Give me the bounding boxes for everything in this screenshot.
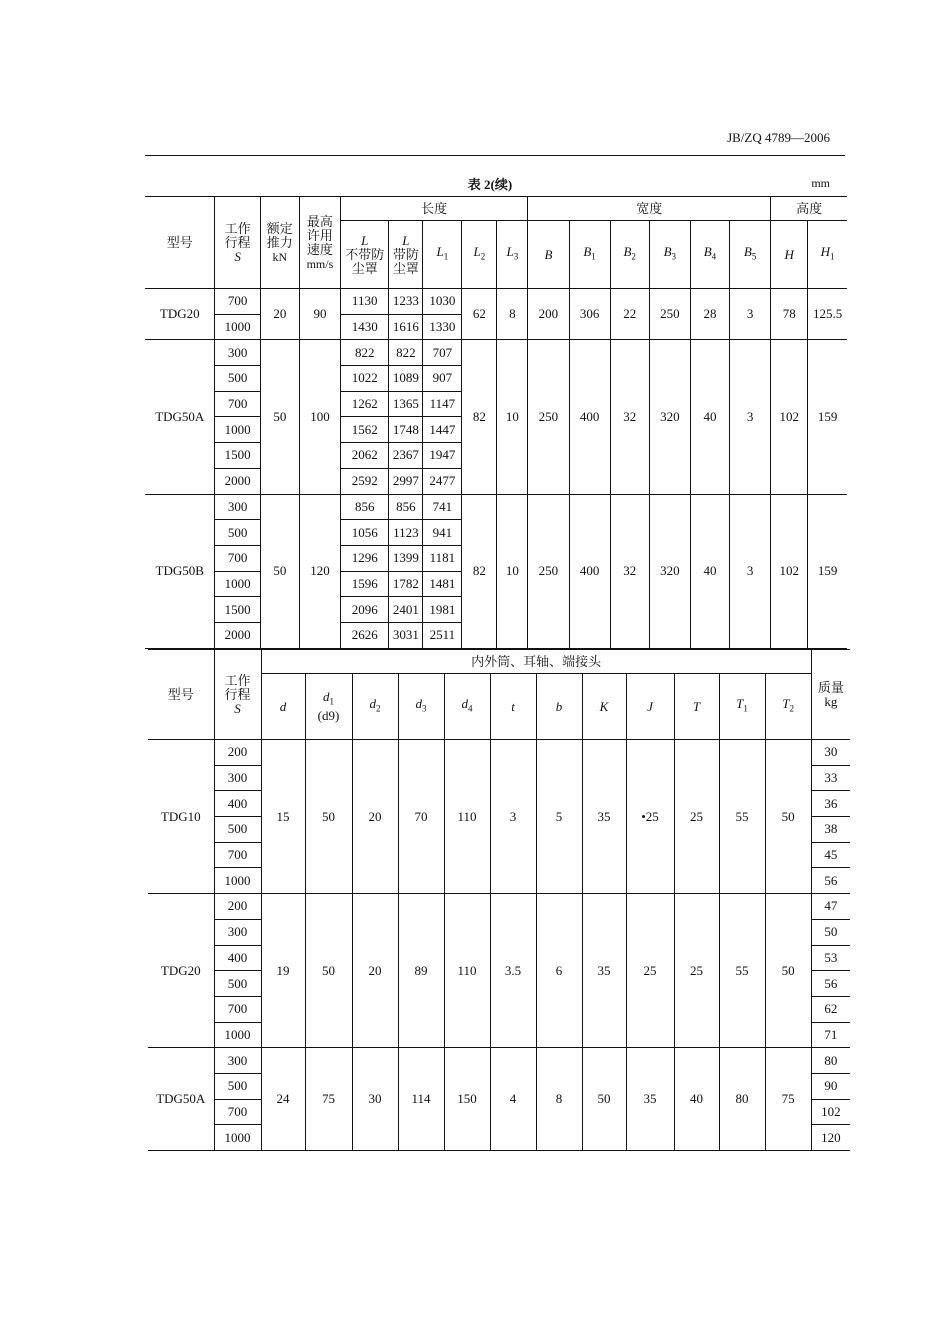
- model-cell: TDG50A: [148, 1048, 214, 1151]
- thrust-cell: 50: [260, 340, 299, 494]
- length-L1-cell: 1330: [423, 314, 462, 340]
- value-t-cell: 3.5: [490, 894, 536, 1048]
- value-B5-cell: 3: [730, 340, 771, 494]
- header-speed: 最高 许用 速度 mm/s: [299, 197, 340, 289]
- header-B2: $B_2$: [610, 221, 649, 289]
- value-T-cell: 25: [674, 894, 719, 1048]
- stroke-cell: 1500: [215, 597, 260, 623]
- header-H: H: [771, 221, 808, 289]
- mass-cell: 30: [811, 740, 850, 766]
- stroke-cell: 1000: [215, 314, 260, 340]
- stroke-cell: 700: [214, 842, 261, 868]
- length-cover-cell: 1748: [389, 417, 423, 443]
- length-cover-cell: 2367: [389, 443, 423, 469]
- value-t-cell: 3: [490, 740, 536, 894]
- value-L2-cell: 82: [462, 340, 497, 494]
- mass-cell: 45: [811, 842, 850, 868]
- length-L1-cell: 1147: [423, 391, 462, 417]
- header-L-no-cover: L 不带防 尘罩: [341, 221, 389, 289]
- length-no-cover-cell: 1562: [341, 417, 389, 443]
- value-T1-cell: 55: [719, 894, 765, 1048]
- value-d-cell: 15: [261, 740, 305, 894]
- speed-cell: 120: [299, 494, 340, 648]
- length-cover-cell: 1123: [389, 520, 423, 546]
- stroke-cell: 2000: [215, 468, 260, 494]
- value-B-cell: 250: [528, 494, 569, 648]
- stroke-cell: 1500: [215, 443, 260, 469]
- length-no-cover-cell: 1022: [341, 366, 389, 392]
- value-B3-cell: 320: [649, 340, 690, 494]
- header-J: J: [626, 674, 674, 740]
- length-no-cover-cell: 1296: [341, 545, 389, 571]
- value-B-cell: 250: [528, 340, 569, 494]
- header-thrust: 额定 推力 kN: [260, 197, 299, 289]
- value-L3-cell: 8: [497, 289, 528, 340]
- value-K-cell: 35: [582, 894, 626, 1048]
- header-B4: $B_4$: [690, 221, 729, 289]
- value-d2-cell: 20: [352, 894, 398, 1048]
- length-cover-cell: 2401: [389, 597, 423, 623]
- length-L1-cell: 1030: [423, 289, 462, 315]
- header-L-cover: L 带防 尘罩: [389, 221, 423, 289]
- value-d4-cell: 150: [444, 1048, 490, 1151]
- value-K-cell: 50: [582, 1048, 626, 1151]
- header-B1: $B_1$: [569, 221, 610, 289]
- stroke-cell: 700: [214, 996, 261, 1022]
- document-code: JB/ZQ 4789—2006: [727, 130, 830, 145]
- length-cover-cell: 1616: [389, 314, 423, 340]
- model-cell: TDG50B: [145, 494, 215, 648]
- mass-cell: 102: [811, 1099, 850, 1125]
- length-cover-cell: 1399: [389, 545, 423, 571]
- value-B2-cell: 22: [610, 289, 649, 340]
- group-parts: 内外筒、耳轴、端接头: [261, 650, 811, 674]
- value-d4-cell: 110: [444, 740, 490, 894]
- stroke-cell: 700: [215, 545, 260, 571]
- value-L2-cell: 82: [462, 494, 497, 648]
- mass-cell: 120: [811, 1125, 850, 1151]
- stroke-cell: 300: [214, 765, 261, 791]
- length-L1-cell: 907: [423, 366, 462, 392]
- value-B5-cell: 3: [730, 289, 771, 340]
- value-b-cell: 8: [536, 1048, 582, 1151]
- table-row: [145, 340, 847, 366]
- length-cover-cell: 1782: [389, 571, 423, 597]
- value-B3-cell: 250: [649, 289, 690, 340]
- length-no-cover-cell: 2062: [341, 443, 389, 469]
- group-height: 高度: [771, 197, 847, 221]
- value-T-cell: 25: [674, 740, 719, 894]
- mass-cell: 36: [811, 791, 850, 817]
- length-L1-cell: 1981: [423, 597, 462, 623]
- value-B1-cell: 400: [569, 340, 610, 494]
- header-d4: $d_4$: [444, 674, 490, 740]
- length-cover-cell: 1233: [389, 289, 423, 315]
- value-K-cell: 35: [582, 740, 626, 894]
- mass-cell: 33: [811, 765, 850, 791]
- header-d2: $d_2$: [352, 674, 398, 740]
- value-d2-cell: 30: [352, 1048, 398, 1151]
- value-d2-cell: 20: [352, 740, 398, 894]
- length-L1-cell: 941: [423, 520, 462, 546]
- header-T: T: [674, 674, 719, 740]
- value-J-cell: 25: [626, 894, 674, 1048]
- value-T2-cell: 75: [765, 1048, 811, 1151]
- value-T2-cell: 50: [765, 740, 811, 894]
- value-B5-cell: 3: [730, 494, 771, 648]
- length-no-cover-cell: 856: [341, 494, 389, 520]
- mass-cell: 47: [811, 894, 850, 920]
- stroke-cell: 300: [214, 919, 261, 945]
- length-cover-cell: 2997: [389, 468, 423, 494]
- mass-cell: 80: [811, 1048, 850, 1074]
- header-b: b: [536, 674, 582, 740]
- stroke-cell: 500: [214, 817, 261, 843]
- stroke-cell: 700: [215, 391, 260, 417]
- length-cover-cell: 822: [389, 340, 423, 366]
- value-d-cell: 24: [261, 1048, 305, 1151]
- component-table: [148, 649, 850, 1151]
- value-J-cell: •25: [626, 740, 674, 894]
- header-B3: $B_3$: [649, 221, 690, 289]
- header-L3: $L_3$: [497, 221, 528, 289]
- thrust-cell: 20: [260, 289, 299, 340]
- header-rule: [145, 155, 845, 156]
- length-cover-cell: 3031: [389, 622, 423, 648]
- value-B3-cell: 320: [649, 494, 690, 648]
- stroke-cell: 700: [215, 289, 260, 315]
- value-d4-cell: 110: [444, 894, 490, 1048]
- stroke-cell: 500: [215, 520, 260, 546]
- length-L1-cell: 2477: [423, 468, 462, 494]
- stroke-cell: 200: [214, 740, 261, 766]
- stroke-cell: 500: [215, 366, 260, 392]
- header-L1: $L_1$: [423, 221, 462, 289]
- stroke-cell: 500: [214, 971, 261, 997]
- value-H-cell: 102: [771, 494, 808, 648]
- header-t: t: [490, 674, 536, 740]
- value-d-cell: 19: [261, 894, 305, 1048]
- value-B1-cell: 400: [569, 494, 610, 648]
- header-K: K: [582, 674, 626, 740]
- header-stroke: 工作 行程 S: [215, 197, 260, 289]
- value-d3-cell: 70: [398, 740, 444, 894]
- speed-cell: 100: [299, 340, 340, 494]
- stroke-cell: 1000: [214, 868, 261, 894]
- value-t-cell: 4: [490, 1048, 536, 1151]
- model-cell: TDG10: [148, 740, 214, 894]
- stroke-cell: 300: [215, 494, 260, 520]
- length-cover-cell: 1089: [389, 366, 423, 392]
- header-H1: $H_1$: [808, 221, 847, 289]
- value-d3-cell: 89: [398, 894, 444, 1048]
- value-B4-cell: 28: [690, 289, 729, 340]
- mass-cell: 50: [811, 919, 850, 945]
- length-cover-cell: 856: [389, 494, 423, 520]
- value-H1-cell: 159: [808, 340, 847, 494]
- thrust-cell: 50: [260, 494, 299, 648]
- mass-cell: 62: [811, 996, 850, 1022]
- value-B2-cell: 32: [610, 340, 649, 494]
- dimension-table: [145, 196, 847, 649]
- value-H-cell: 102: [771, 340, 808, 494]
- value-T1-cell: 55: [719, 740, 765, 894]
- value-d1-cell: 50: [305, 894, 352, 1048]
- header-B5: $B_5$: [730, 221, 771, 289]
- stroke-cell: 500: [214, 1073, 261, 1099]
- value-B4-cell: 40: [690, 494, 729, 648]
- value-T-cell: 40: [674, 1048, 719, 1151]
- length-no-cover-cell: 1262: [341, 391, 389, 417]
- length-L1-cell: 707: [423, 340, 462, 366]
- value-d1-cell: 50: [305, 740, 352, 894]
- stroke-cell: 300: [214, 1048, 261, 1074]
- table-row: [145, 494, 847, 520]
- mass-cell: 56: [811, 868, 850, 894]
- value-d1-cell: 75: [305, 1048, 352, 1151]
- value-b-cell: 5: [536, 740, 582, 894]
- speed-cell: 90: [299, 289, 340, 340]
- stroke-cell: 1000: [214, 1022, 261, 1048]
- value-H-cell: 78: [771, 289, 808, 340]
- value-H1-cell: 125.5: [808, 289, 847, 340]
- header-d1: $d_1$ (d9): [305, 674, 352, 740]
- length-L1-cell: 1181: [423, 545, 462, 571]
- header-model-2: 型号: [148, 650, 214, 740]
- table-row: [148, 740, 850, 766]
- table-row: [145, 289, 847, 315]
- mass-cell: 71: [811, 1022, 850, 1048]
- header-stroke-2: 工作 行程 S: [214, 650, 261, 740]
- model-cell: TDG50A: [145, 340, 215, 494]
- stroke-cell: 1000: [215, 417, 260, 443]
- table-row: [148, 894, 850, 920]
- length-no-cover-cell: 822: [341, 340, 389, 366]
- value-b-cell: 6: [536, 894, 582, 1048]
- stroke-cell: 300: [215, 340, 260, 366]
- value-L3-cell: 10: [497, 340, 528, 494]
- group-length: 长度: [341, 197, 528, 221]
- length-L1-cell: 1481: [423, 571, 462, 597]
- value-B-cell: 200: [528, 289, 569, 340]
- header-B: B: [528, 221, 569, 289]
- length-L1-cell: 2511: [423, 622, 462, 648]
- value-T2-cell: 50: [765, 894, 811, 1048]
- value-J-cell: 35: [626, 1048, 674, 1151]
- value-H1-cell: 159: [808, 494, 847, 648]
- length-no-cover-cell: 1596: [341, 571, 389, 597]
- model-cell: TDG20: [145, 289, 215, 340]
- stroke-cell: 700: [214, 1099, 261, 1125]
- model-cell: TDG20: [148, 894, 214, 1048]
- length-no-cover-cell: 2096: [341, 597, 389, 623]
- length-cover-cell: 1365: [389, 391, 423, 417]
- header-mass: 质量 kg: [811, 650, 850, 740]
- mass-cell: 38: [811, 817, 850, 843]
- length-no-cover-cell: 1056: [341, 520, 389, 546]
- mass-cell: 56: [811, 971, 850, 997]
- value-L3-cell: 10: [497, 494, 528, 648]
- length-no-cover-cell: 1430: [341, 314, 389, 340]
- table-row: [148, 1048, 850, 1074]
- header-d3: $d_3$: [398, 674, 444, 740]
- stroke-cell: 2000: [215, 622, 260, 648]
- stroke-cell: 1000: [214, 1125, 261, 1151]
- header-model: 型号: [145, 197, 215, 289]
- value-B2-cell: 32: [610, 494, 649, 648]
- length-L1-cell: 1447: [423, 417, 462, 443]
- stroke-cell: 1000: [215, 571, 260, 597]
- stroke-cell: 200: [214, 894, 261, 920]
- length-L1-cell: 741: [423, 494, 462, 520]
- header-d: d: [261, 674, 305, 740]
- value-d3-cell: 114: [398, 1048, 444, 1151]
- header-L2: $L_2$: [462, 221, 497, 289]
- stroke-cell: 400: [214, 945, 261, 971]
- stroke-cell: 400: [214, 791, 261, 817]
- header-T1: $T_1$: [719, 674, 765, 740]
- length-no-cover-cell: 1130: [341, 289, 389, 315]
- header-T2: $T_2$: [765, 674, 811, 740]
- mass-cell: 53: [811, 945, 850, 971]
- value-B1-cell: 306: [569, 289, 610, 340]
- table-unit: mm: [811, 176, 830, 190]
- value-T1-cell: 80: [719, 1048, 765, 1151]
- table-title: 表 2(续): [467, 177, 513, 192]
- group-width: 宽度: [528, 197, 771, 221]
- mass-cell: 90: [811, 1073, 850, 1099]
- value-B4-cell: 40: [690, 340, 729, 494]
- length-no-cover-cell: 2626: [341, 622, 389, 648]
- value-L2-cell: 62: [462, 289, 497, 340]
- length-L1-cell: 1947: [423, 443, 462, 469]
- length-no-cover-cell: 2592: [341, 468, 389, 494]
